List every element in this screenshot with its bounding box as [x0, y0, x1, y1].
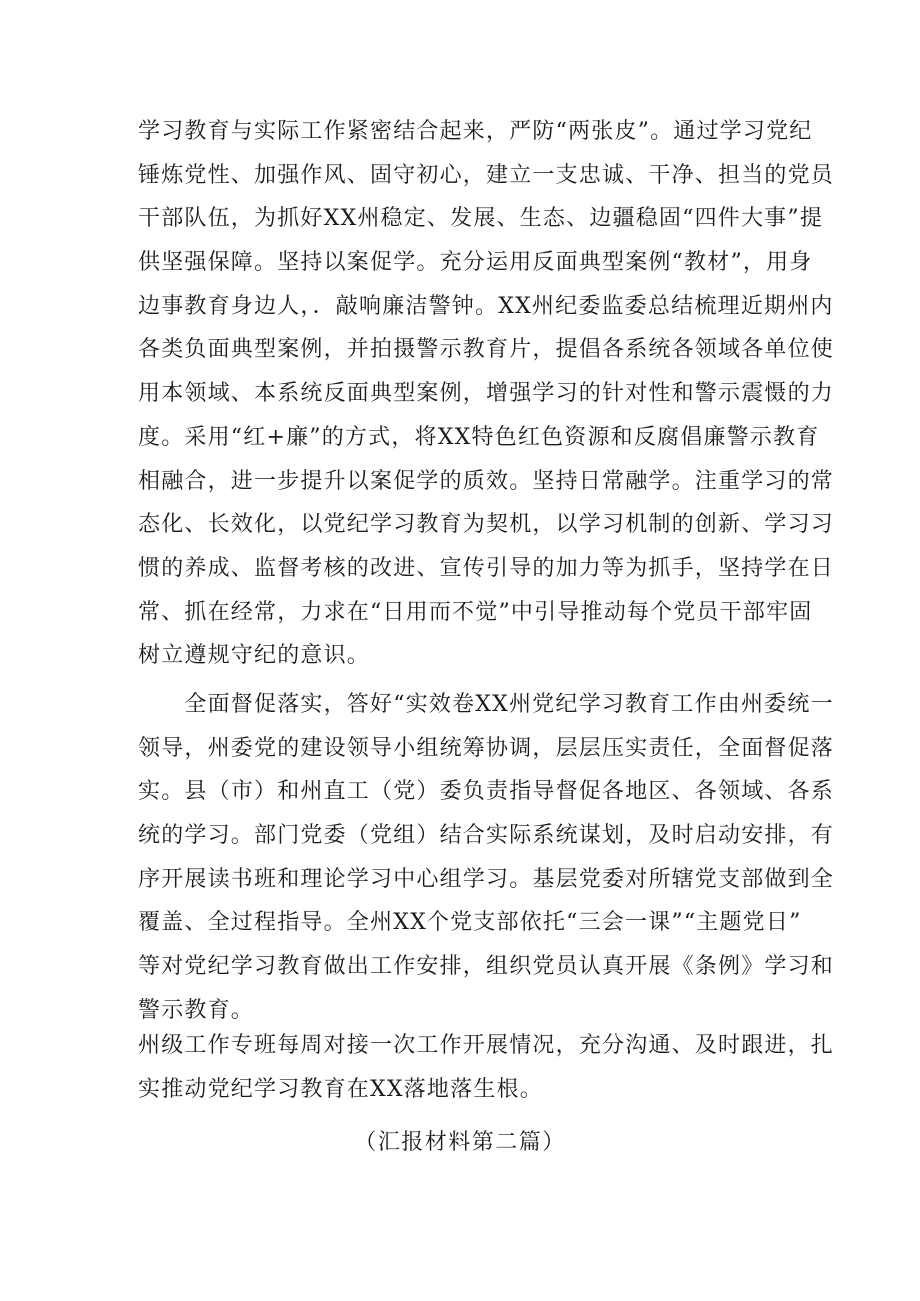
text-line: 覆盖、全过程指导。全州XX个党支部依托“三会一课”“主题党日” — [138, 910, 802, 936]
text-line: 统的学习。部门党委（党组）结合实际系统谋划，及时启动安排，有 — [138, 823, 835, 849]
text-line: 供坚强保障。坚持以案促学。充分运用反面典型案例“教材”，用身 — [138, 250, 813, 276]
text-line: 学习教育与实际工作紧密结合起来，严防“两张皮”。通过学习党纪 — [138, 119, 813, 144]
text-line: 用本领域、本系统反面典型案例，增强学习的针对性和警示震慑的力 — [138, 381, 835, 407]
text-line: 州级工作专班每周对接一次工作开展情况，充分沟通、及时跟进，扎 — [138, 1033, 835, 1058]
text-line: 实。县（市）和州直工（党）委负责指导督促各地区、各领域、各系 — [138, 779, 835, 805]
text-line: 全面督促落实，答好“实效卷XX州党纪学习教育工作由州委统一 — [138, 692, 834, 717]
paragraph-study-methods — [138, 110, 835, 678]
text-line: 常、抓在经常，力求在“日用而不觉”中引导推动每个党员干部牢固 — [138, 599, 813, 625]
text-line: 树立遵规守纪的意识。 — [138, 643, 371, 669]
text-line: 序开展读书班和理论学习中心组学习。基层党委对所辖党支部做到全 — [138, 866, 835, 892]
section-caption: （汇报材料第二篇） — [354, 1130, 566, 1155]
text-line: 惯的养成、监督考核的改进、宣传引导的加力等为抓手，坚持学在日 — [138, 555, 835, 581]
text-line: 各类负面典型案例，并拍摄警示教育片，提倡各系统各领域各单位使 — [138, 337, 835, 363]
text-line: 度。采用“红+廉”的方式，将XX特色红色资源和反腐倡廉警示教育 — [138, 424, 820, 450]
text-line: 边事教育身边人，．敲响廉洁警钟。XX州纪委监委总结梳理近期州内 — [138, 293, 834, 319]
text-line: 实推动党纪学习教育在XX落地落生根。 — [138, 1076, 543, 1102]
paragraph-supervision — [138, 683, 835, 1033]
text-line: 干部队伍，为抓好XX州稳定、发展、生态、边疆稳固“四件大事”提 — [138, 206, 824, 232]
text-line: 态化、长效化，以党纪学习教育为契机，以学习机制的创新、学习习 — [138, 512, 835, 538]
paragraph-work-team — [138, 1024, 835, 1111]
text-line: 领导，州委党的建设领导小组统筹协调，层层压实责任，全面督促落 — [138, 735, 835, 761]
text-line: 锤炼党性、加强作风、固守初心，建立一支忠诚、干净、担当的党员 — [138, 162, 835, 188]
text-line: 等对党纪学习教育做出工作安排，组织党员认真开展《条例》学习和 — [138, 954, 835, 980]
text-line: 相融合，进一步提升以案促学的质效。坚持日常融学。注重学习的常 — [138, 468, 835, 494]
text-line: 警示教育。 — [138, 997, 255, 1023]
